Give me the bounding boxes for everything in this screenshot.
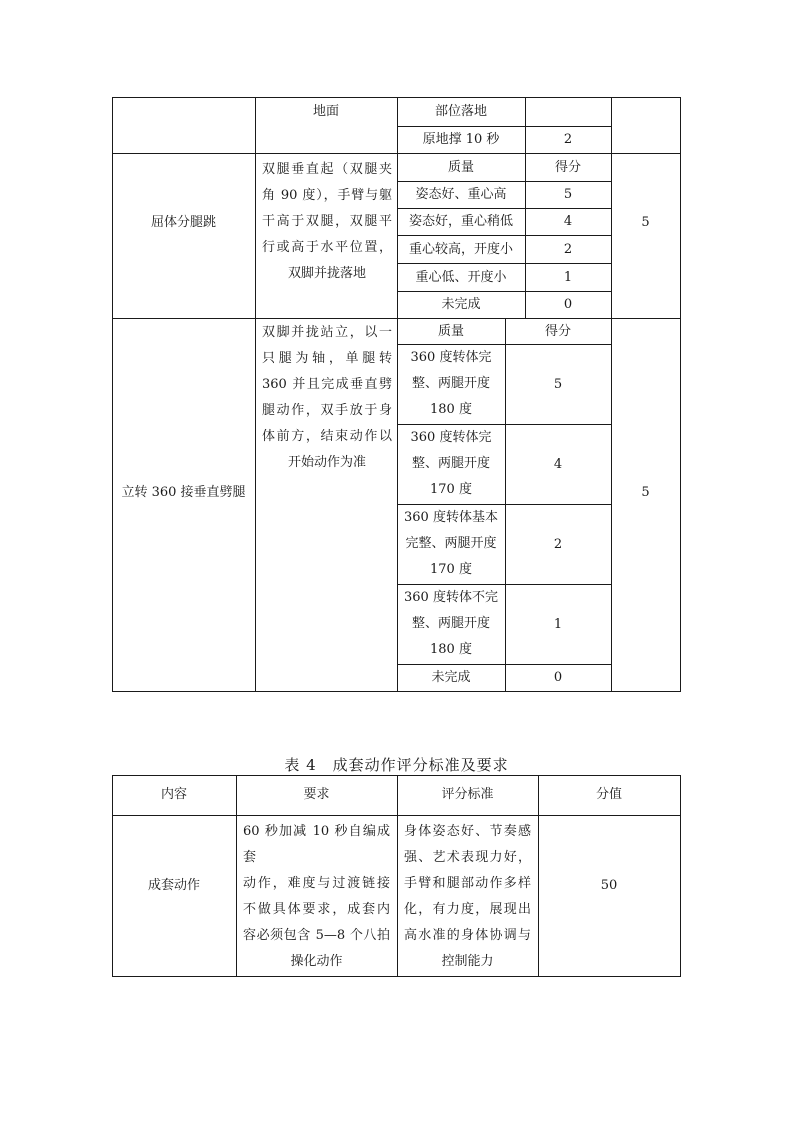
turn-score-4: 1 (553, 617, 563, 632)
split-jump-header-quality: 质量 (447, 160, 474, 175)
turn-quality-4: 360 度转体不完 整、两腿开度 180 度 (404, 590, 498, 657)
split-jump-score-4: 1 (563, 270, 573, 285)
turn-header-score: 得分 (544, 324, 571, 339)
split-jump-score-5: 0 (563, 297, 573, 312)
turn-score-3: 2 (553, 537, 563, 552)
split-jump-name: 屈体分腿跳 (150, 215, 216, 230)
turn-score-2: 4 (553, 457, 563, 472)
table4-header-criteria: 评分标准 (441, 787, 494, 802)
turn-quality-5: 未完成 (431, 670, 471, 685)
ground-sub-quality-1: 部位落地 (434, 104, 487, 119)
table4-header-points: 分值 (595, 787, 622, 802)
table4-criteria: 身体姿态好、节奏感 强、艺术表现力好， 手臂和腿部动作多样 化，有力度，展现出 高水准的身体协调与 控制能力 (404, 824, 531, 969)
table4-points: 50 (600, 878, 618, 893)
table4-header-content: 内容 (160, 787, 187, 802)
table4-title: 表 4 成套动作评分标准及要求 (284, 756, 509, 774)
ground-sub-quality-2: 原地撑 10 秒 (422, 132, 500, 147)
split-jump-score-1: 5 (563, 187, 573, 202)
split-jump-header-score: 得分 (554, 160, 581, 175)
split-jump-quality-1: 姿态好、重心高 (415, 187, 507, 202)
split-jump-quality-3: 重心较高，开度小 (408, 242, 513, 257)
table4-header-requirement: 要求 (303, 787, 330, 802)
turn-points: 5 (641, 485, 650, 500)
turn-score-5: 0 (553, 670, 563, 685)
split-jump-score-2: 4 (563, 214, 573, 229)
turn-score-1: 5 (553, 377, 563, 392)
turn-quality-2: 360 度转体完 整、两腿开度 170 度 (410, 430, 492, 497)
split-jump-quality-4: 重心低、开度小 (415, 270, 507, 285)
turn-quality-1: 360 度转体完 整、两腿开度 180 度 (410, 350, 492, 417)
turn-header-quality: 质量 (437, 324, 464, 339)
split-jump-score-3: 2 (563, 242, 573, 257)
ground-standard: 地面 (312, 104, 339, 119)
split-jump-points: 5 (641, 215, 650, 230)
ground-sub-score-2: 2 (563, 132, 573, 147)
split-jump-quality-2: 姿态好，重心稍低 (408, 214, 513, 229)
table4-requirement: 60 秒加减 10 秒自编成套 动作，难度与过渡链接 不做具体要求，成套内 容必须包含 5—8 个八拍 操化动作 (243, 824, 390, 969)
split-jump-quality-5: 未完成 (441, 297, 481, 312)
table4-content: 成套动作 (147, 878, 200, 893)
split-jump-standard: 双腿垂直起（双腿夹 角 90 度），手臂与躯 干高于双腿，双腿平 行或高于水平位置， 双脚并拢落地 (262, 162, 392, 281)
turn-name: 立转 360 接垂直劈腿 (121, 485, 246, 500)
turn-standard: 双脚并拢站立，以一 只腿为轴，单腿转 360 并且完成垂直劈 腿动作，双手放于身 体前方，结束动作以 开始动作为准 (262, 325, 392, 470)
turn-quality-3: 360 度转体基本 完整、两腿开度 170 度 (404, 510, 498, 577)
